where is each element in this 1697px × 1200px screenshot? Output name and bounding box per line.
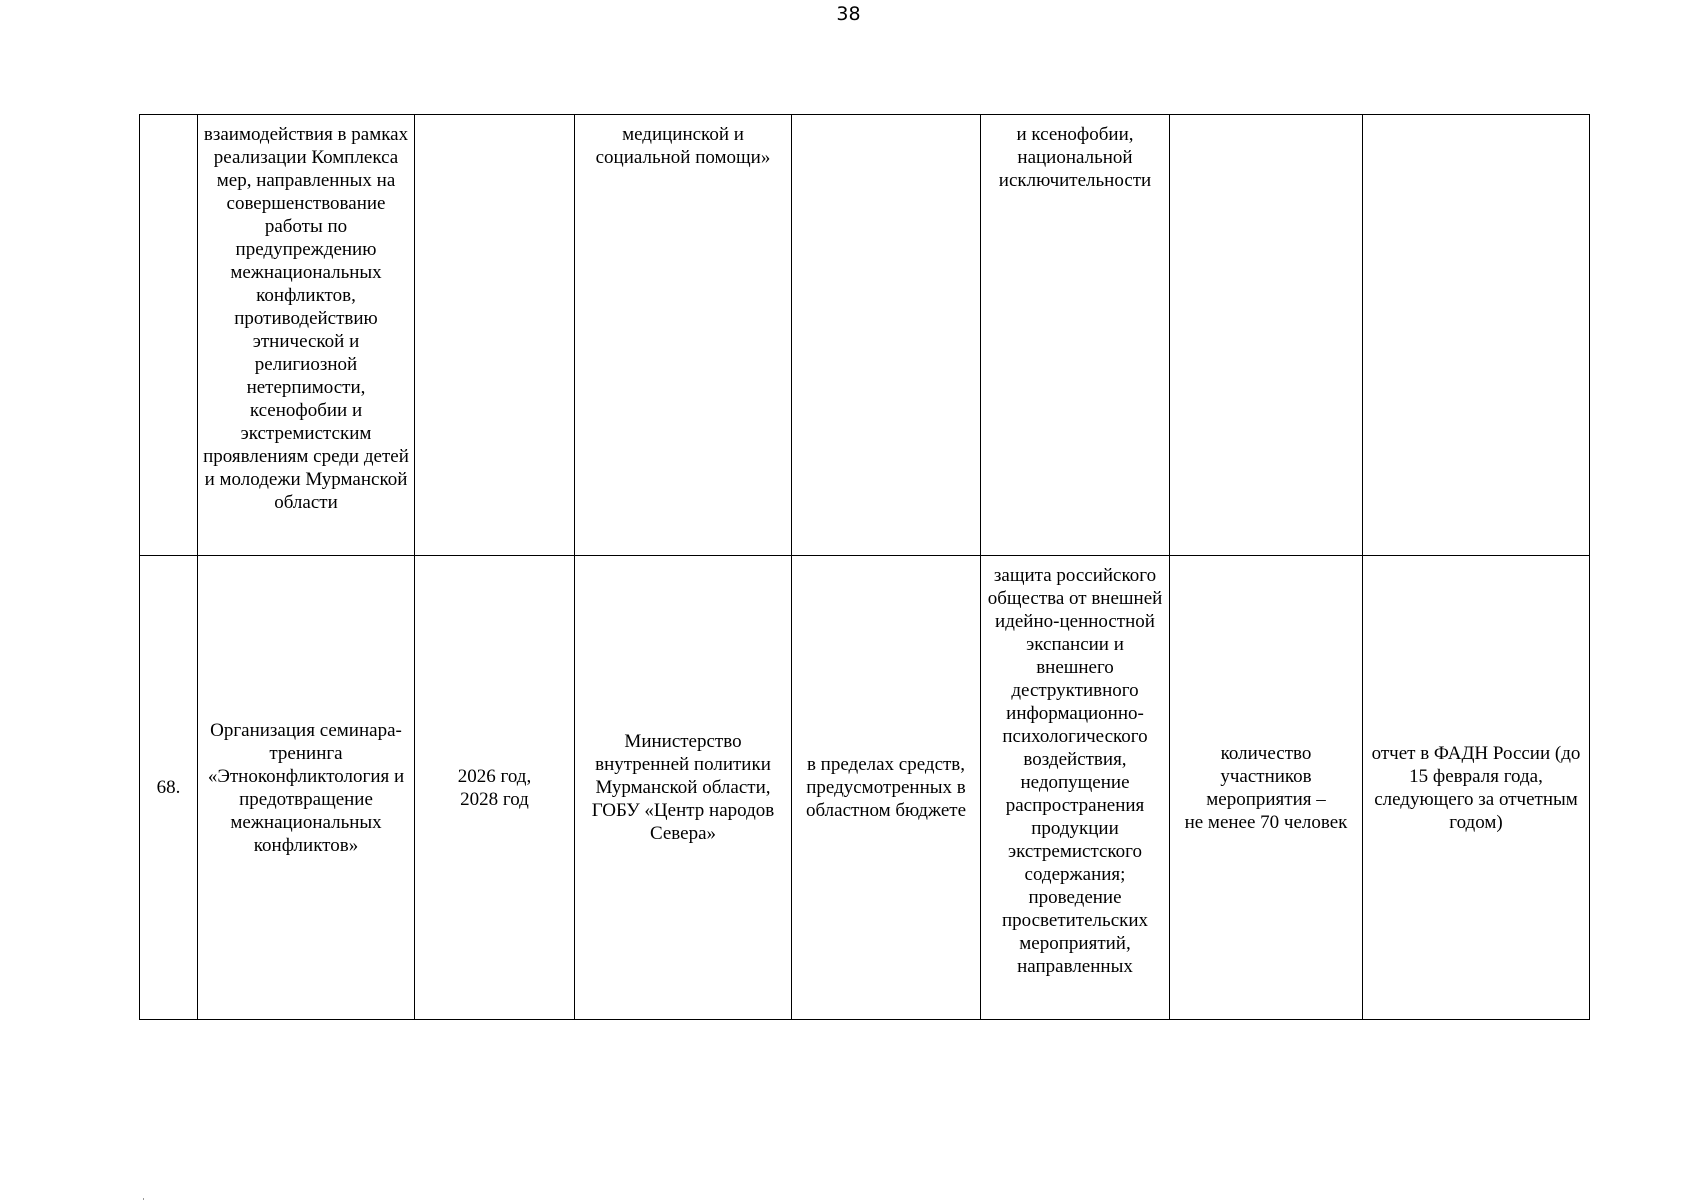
report-form [1363, 115, 1590, 556]
table-row-68 [140, 556, 1590, 1020]
report-form: отчет в ФАДН России (до 15 февраля года, следующего за отчетным годом) [1363, 556, 1590, 1020]
measure-title: Организация семинара-тренинга «Этноконфликтология и предотвращение межнациональных конфликтов» [198, 556, 415, 1020]
indicator [1170, 115, 1363, 556]
table-row-continuation [140, 115, 1590, 556]
indicator: количество участников мероприятия – не менее 70 человек [1170, 556, 1363, 1020]
executor: медицинской и социальной помощи» [575, 115, 792, 556]
period: 2026 год, 2028 год [415, 556, 575, 1020]
row-number [140, 115, 198, 556]
funding-source [792, 115, 981, 556]
expected-effects: защита российского общества от внешней идейно-ценностной экспансии и внешнего деструктивного информационно-психологического воздействия, недопущение распространения продукции экстремистского содержания; проведение просветительских мероприятий, направленных [981, 556, 1170, 1020]
expected-effects: и ксенофобии, национальной исключительности [981, 115, 1170, 556]
row-number: 68. [140, 556, 198, 1020]
measures-table [139, 114, 1590, 1020]
measure-title: взаимодействия в рамках реализации Комплекса мер, направленных на совершенствование работы по предупреждению межнациональных конфликтов, противодействию этнической и религиозной нетерпимости, ксенофобии и экстремистским проявлениям среди детей и молодежи Мурманской области [198, 115, 415, 556]
page-number: 38 [836, 3, 861, 25]
period [415, 115, 575, 556]
funding-source: в пределах средств, предусмотренных в областном бюджете [792, 556, 981, 1020]
executor: Министерство внутренней политики Мурманской области, ГОБУ «Центр народов Севера» [575, 556, 792, 1020]
